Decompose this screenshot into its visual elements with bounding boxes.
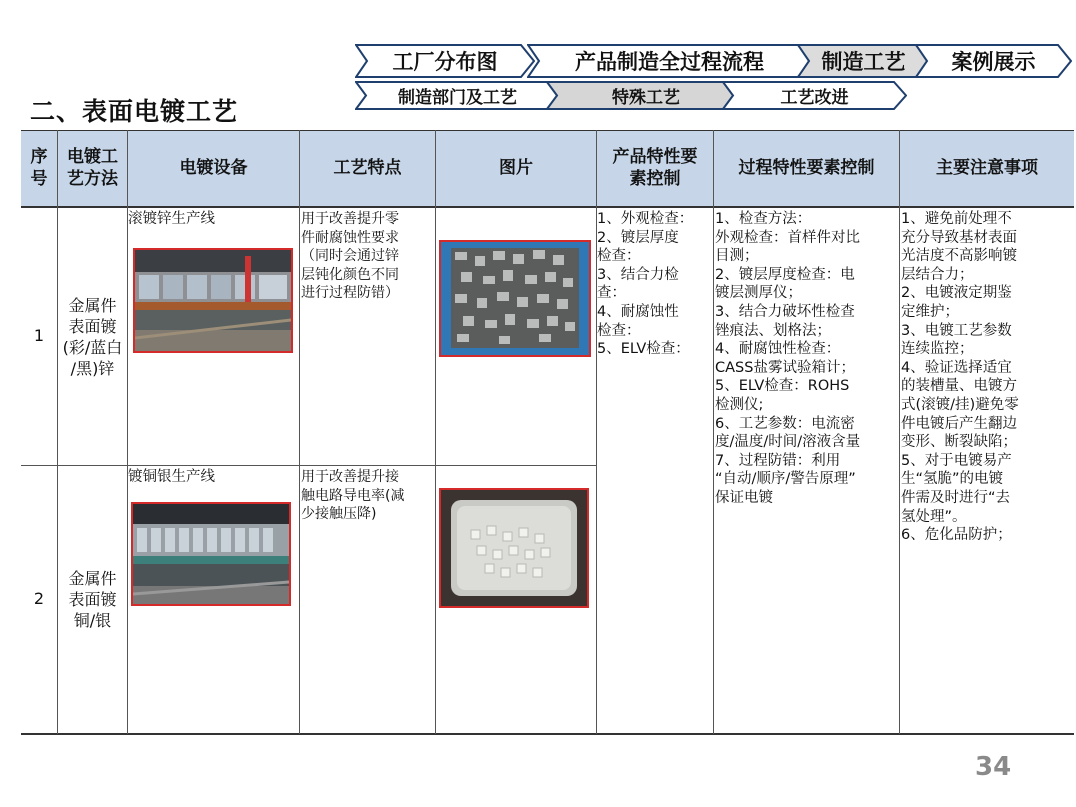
col-line: [713, 130, 714, 734]
header-method: 电镀工 艺方法: [58, 130, 127, 206]
nav-tab-departments[interactable]: 制造部门及工艺: [355, 81, 560, 110]
row1-equipment-label: 滚镀锌生产线: [128, 211, 215, 227]
table-bottom-border: [21, 733, 1074, 735]
header-picture: 图片: [436, 130, 596, 206]
product-control-text: 1、外观检查： 2、镀层厚度 检查： 3、结合力检 查： 4、耐腐蚀性 检查： 5、ELV检查：: [597, 211, 694, 358]
page-number: 34: [975, 752, 1012, 782]
row1-seq: 1: [33, 326, 45, 346]
header-notes: 主要注意事项: [900, 130, 1074, 206]
row2-features: 用于改善提升接 触电路导电率(减 少接触压降): [301, 469, 405, 522]
nav-tab-special-process[interactable]: 特殊工艺: [546, 81, 746, 110]
row2-equipment-label: 镀铜银生产线: [128, 469, 215, 485]
table-top-border: [21, 130, 1074, 131]
row1-features: 用于改善提升零 件耐腐蚀性要求 （同时会通过锌 层钝化颜色不同 进行过程防错）: [301, 211, 399, 301]
row2-equipment-photo: [131, 502, 291, 606]
process-control-text: 1、检查方法： 外观检查：首样件对比 目测； 2、镀层厚度检查：电 镀层测厚仪； 3、结合力破坏性检查 锉痕法、划格法； 4、耐腐蚀性检查： CASS盐雾试验箱计； 5、ELV检查：ROHS 检测仪; 6、工艺参数：电流密 度/温度/时间/溶液含量 7、过程防错：利用 “自动/顺序/警告原理” 保证电镀: [715, 211, 861, 506]
row2-product-photo: [439, 488, 589, 608]
row2-method: 金属件 表面镀 铜/银: [68, 569, 117, 630]
nav-tab-case-show[interactable]: 案例展示: [915, 44, 1072, 78]
header-process-control: 过程特性要素控制: [714, 130, 899, 206]
row1-method: 金属件 表面镀 (彩/蓝白 /黑)锌: [62, 295, 123, 378]
header-product-control: 产品特性要 素控制: [597, 130, 713, 206]
row2-seq: 2: [33, 589, 45, 609]
nav-tab-factory-map[interactable]: 工厂分布图: [355, 44, 535, 78]
header-seq: 序 号: [21, 130, 57, 206]
row1-equipment-photo: [133, 248, 293, 353]
plating-process-table: [21, 130, 1074, 734]
nav-tab-manufacturing-process[interactable]: 制造工艺: [797, 44, 930, 78]
col-line: [899, 130, 900, 734]
nav-tab-full-process-flow[interactable]: 产品制造全过程流程: [527, 44, 812, 78]
col-line: [435, 130, 436, 734]
col-line: [299, 130, 300, 734]
page-title: 二、表面电镀工艺: [30, 97, 239, 126]
header-equipment: 电镀设备: [128, 130, 299, 206]
header-features: 工艺特点: [300, 130, 435, 206]
row1-product-photo: [439, 240, 591, 357]
header-divider: [21, 206, 1074, 208]
notes-text: 1、避免前处理不 充分导致基材表面 光洁度不高影响镀 层结合力； 2、电镀液定期鉴 定维护； 3、电镀工艺参数 连续监控； 4、验证选择适宜 的装槽量、电镀方 式(滚镀/挂)避免零 件电镀后产生翻边 变形、断裂缺陷； 5、对于电镀易产 生“氢脆”的电镀 件需及时进行“去 氢处理”。 6、危化品防护；: [901, 211, 1019, 544]
nav-tab-process-improvement[interactable]: 工艺改进: [722, 81, 907, 110]
